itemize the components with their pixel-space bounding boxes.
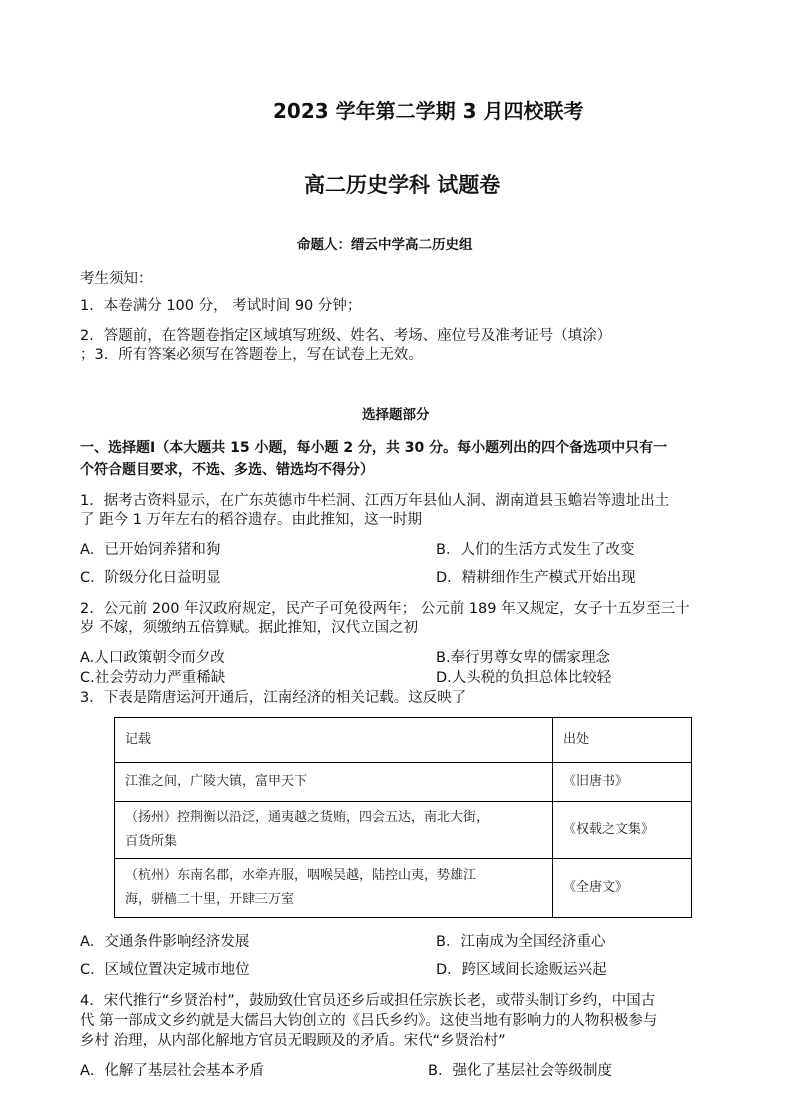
record-line: 江淮之间，广陵大镇，富甲天下 [125, 774, 308, 789]
table-cell-record [115, 802, 553, 859]
question-2-option-b: B.奉行男尊女卑的儒家理念 [436, 650, 611, 666]
notice-item-2: 2．答题前，在答题卷指定区域填写班级、姓名、考场、座位号及准考证号（填涂） [80, 328, 612, 344]
record-line: 百货所集 [125, 834, 178, 849]
question-1-option-b: B．人们的生活方式发生了改变 [436, 542, 635, 558]
question-1-line-2: 了 距今 1 万年左右的稻谷遗存。由此推知，这一时期 [80, 512, 423, 528]
question-2-option-a: A.人口政策朝令而夕改 [80, 650, 225, 666]
question-1-option-c: C．阶级分化日益明显 [80, 570, 221, 586]
table-cell-source: 《旧唐书》 [553, 763, 692, 802]
question-4-line-2: 代 第一部成文乡约就是大儒吕大钧创立的《吕氏乡约》。这使当地有影响力的人物积极参与 [80, 1013, 658, 1029]
notice-heading: 考生须知： [80, 271, 153, 287]
table-cell-record [115, 763, 553, 802]
question-2-option-d: D.人头税的负担总体比较轻 [436, 670, 612, 686]
table-cell-record [115, 859, 553, 918]
question-3-line-1: 3．下表是隋唐运河开通后，江南经济的相关记载。这反映了 [80, 690, 467, 706]
table-cell-source: 《全唐文》 [553, 859, 692, 918]
notice-item-3: ；3．所有答案必须写在答题卷上，写在试卷上无效。 [80, 347, 423, 363]
question-4-option-a: A．化解了基层社会基本矛盾 [80, 1063, 264, 1079]
records-table [114, 717, 692, 918]
table-row [115, 763, 692, 802]
question-3-option-b: B．江南成为全国经济重心 [436, 934, 606, 950]
author-line: 命题人：缙云中学高二历史组 [297, 237, 473, 253]
question-4-line-3: 乡村 治理，从内部化解地方官员无暇顾及的矛盾。宋代“乡贤治村” [80, 1033, 506, 1049]
question-1-option-d: D．精耕细作生产模式开始出现 [436, 570, 636, 586]
table-header-source: 出处 [553, 718, 692, 763]
record-line: 海，骈樯二十里，开肆三万室 [125, 892, 295, 907]
exam-title: 2023 学年第二学期 3 月四校联考 [273, 99, 584, 123]
question-1-line-1: 1．据考古资料显示，在广东英德市牛栏洞、江西万年县仙人洞、湖南道县玉蟾岩等遗址出土 [80, 493, 670, 509]
table-row [115, 859, 692, 918]
table-header-row [115, 718, 692, 763]
question-4-line-1: 4．宋代推行“乡贤治村”，鼓励致仕官员还乡后或担任宗族长老，或带头制订乡约，中国古 [80, 993, 656, 1009]
question-3-option-d: D．跨区域间长途贩运兴起 [436, 962, 607, 978]
question-2-line-1: 2．公元前 200 年汉政府规定，民产子可免役两年； 公元前 189 年又规定，女子十五岁至三十 [80, 601, 690, 617]
table-cell-source: 《权载之文集》 [553, 802, 692, 859]
question-2-line-2: 岁 不嫁，须缴纳五倍算赋。据此推知，汉代立国之初 [80, 620, 419, 636]
record-line: （杭州）东南名郡，水牵卉服，咽喉吴越，陆控山夷，势雄江 [125, 868, 477, 883]
question-1-option-a: A．已开始饲养猪和狗 [80, 542, 221, 558]
table-row [115, 802, 692, 859]
table-header-record: 记载 [115, 718, 553, 763]
section-intro-line-1: 一、选择题Ⅰ（本大题共 15 小题，每小题 2 分，共 30 分。每小题列出的四个备选项中只有一 [80, 440, 668, 456]
question-2-option-c: C.社会劳动力严重稀缺 [80, 670, 226, 686]
record-line: （扬州）控荆衡以沿泛，通夷越之货贿，四会五达，南北大街， [125, 810, 490, 825]
question-3-option-c: C．区域位置决定城市地位 [80, 962, 250, 978]
notice-item-1: 1．本卷满分 100 分， 考试时间 90 分钟； [80, 298, 362, 314]
section-title: 选择题部分 [362, 407, 430, 423]
exam-subtitle: 高二历史学科 试题卷 [304, 173, 501, 197]
question-4-option-b: B．强化了基层社会等级制度 [428, 1063, 612, 1079]
question-3-option-a: A．交通条件影响经济发展 [80, 934, 250, 950]
section-intro-line-2: 个符合题目要求，不选、多选、错选均不得分） [80, 462, 374, 478]
